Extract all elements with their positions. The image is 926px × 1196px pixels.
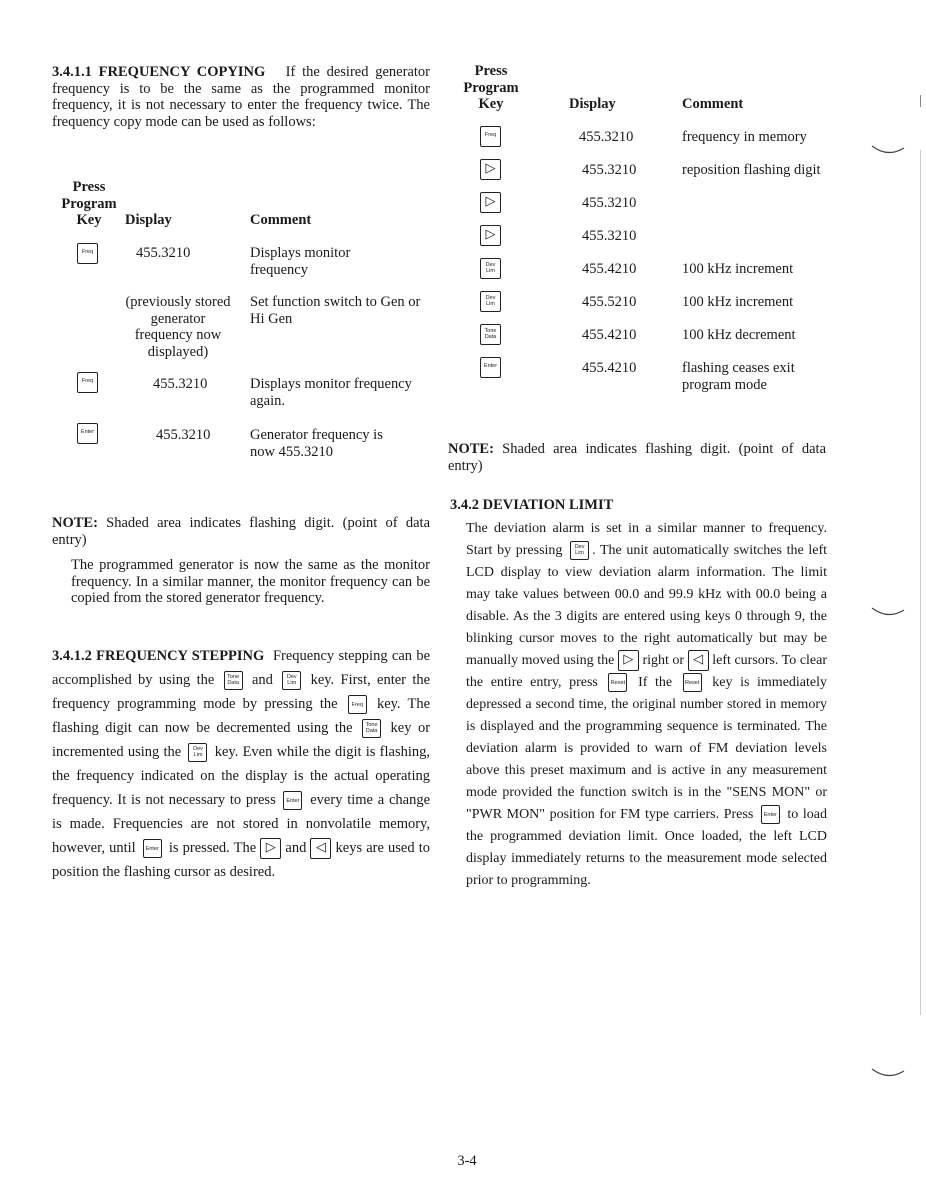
right-row-1-comment: frequency in memory (682, 129, 807, 145)
tone-data-key: Tone Data (224, 671, 243, 690)
left-row-1-display: 455.3210 (136, 245, 191, 261)
right-arrow-key-icon: ▷ (480, 225, 501, 246)
enter-key: Enter (143, 839, 162, 858)
enter-key: Enter (480, 357, 501, 378)
note-text: Shaded area indicates flashing digit. (point of data entry) (52, 515, 431, 548)
left-row-4-comment: Generator frequency is now 455.3210 (250, 427, 383, 460)
dev-lim-key: Dev Lim (480, 258, 501, 279)
section-342-heading: 3.4.2 DEVIATION LIMIT (450, 497, 614, 513)
dev-lim-key: Dev Lim (480, 291, 501, 312)
left-row-1-key (77, 243, 98, 264)
right-note (448, 441, 826, 474)
left-arrow-key-icon: ◁ (688, 650, 709, 671)
dev-lim-key: Dev Lim (188, 743, 207, 762)
right-table-header-key: Press Program Key (463, 63, 519, 112)
freq-key: Freq (77, 372, 98, 393)
section-3411-heading: 3.4.1.1 FREQUENCY COPYING (52, 64, 266, 80)
freq-key: Freq (77, 243, 98, 264)
left-row-4-display: 455.3210 (156, 427, 211, 443)
margin-curve-icon (870, 1063, 906, 1083)
section-3412: 3.4.1.2 FREQUENCY STEPPING Frequency stepping can be accomplished by using the Tone Data and Dev Lim key. First, enter the frequency programming mode by pressing the Freq key. The flashing digit can now be decremented using the Tone Data key or incremented using the Dev Lim key. Even while the digit is flashing, the frequency indicated on the display is the actual operating frequency. It is not necessary to press Enter every time a change is made. Frequencies are not stored in nonvolatile memory, however, until Enter is pressed. The ▷ and ◁ keys are used to position the flashing cursor as desired. (52, 648, 431, 880)
right-row-5-display: 455.4210 (582, 261, 637, 277)
copy-paragraph: The programmed generator is now the same as the monitor frequency. In a similar manner, the monitor frequency can be copied from the stored generator frequency. (71, 557, 430, 606)
right-row-2-key (480, 159, 501, 180)
right-row-7-display: 455.4210 (582, 327, 637, 343)
margin-line (920, 150, 921, 1015)
margin-line (920, 95, 921, 107)
tone-data-key: Tone Data (362, 719, 381, 738)
left-table-header-key: Press Program Key (61, 179, 117, 228)
right-table-header-display: Display (569, 96, 616, 112)
right-row-6-key (480, 291, 501, 312)
note-text: Shaded area indicates flashing digit. (point of data entry) (448, 441, 827, 474)
left-table-header-display: Display (125, 212, 172, 228)
section-342-body: The deviation alarm is set in a similar manner to frequency. Start by pressing Dev Lim . The unit automatically switches the left LCD display to view deviation alarm information. The limit may take values between 00.0 and 99.9 kHz with 00.0 being a disable. As the 3 digits are entered using keys 0 through 9, the blinking cursor moves to the right automatically but may be manually moved using the ▷ right or ◁ left cursors. To clear the entire entry, press Reset If the Reset key is immediately depressed a second time, the original number stored in memory is displayed and the programming sequence is terminated. The deviation alarm is provided to warn of FM deviation levels above this preset maximum and is active in any measurement mode provided the function switch is in the "SENS MON" or "PWR MON" position for FM type carriers. Press Enter to load the programmed deviation limit. Once loaded, the left LCD display immediately returns to the measurement mode selected prior to programming. (466, 521, 828, 888)
right-row-1-key (480, 126, 501, 147)
left-row-2-display: (previously stored generator frequency now displayed) (125, 294, 231, 360)
reset-key: Reset (608, 673, 627, 692)
page-number: 3-4 (457, 1153, 477, 1169)
right-arrow-key-icon: ▷ (480, 192, 501, 213)
left-arrow-key-icon: ◁ (310, 838, 331, 859)
enter-key: Enter (77, 423, 98, 444)
dev-lim-key: Dev Lim (282, 671, 301, 690)
right-table-header-comment: Comment (682, 96, 744, 112)
right-row-2-display: 455.3210 (582, 162, 637, 178)
note-label: NOTE: (448, 441, 494, 457)
right-row-7-comment: 100 kHz decrement (682, 327, 796, 343)
right-arrow-key-icon: ▷ (260, 838, 281, 859)
right-row-8-key (480, 357, 501, 378)
right-arrow-key-icon: ▷ (480, 159, 501, 180)
tone-data-key: Tone Data (480, 324, 501, 345)
enter-key: Enter (761, 805, 780, 824)
right-row-4-display: 455.3210 (582, 228, 637, 244)
left-note (52, 515, 430, 548)
left-row-2-comment: Set function switch to Gen or Hi Gen (250, 294, 421, 327)
left-row-1-comment: Displays monitor frequency (250, 245, 351, 278)
section-3411-body: If the desired generator frequency is to be the same as the programmed monitor frequency, it is not necessary to enter the frequency twice. The frequency copy mode can be used as follows: (52, 64, 430, 130)
right-row-5-comment: 100 kHz increment (682, 261, 794, 277)
section-3411 (52, 64, 430, 130)
margin-curve-icon (870, 602, 906, 622)
left-row-3-display: 455.3210 (153, 376, 208, 392)
right-row-5-key (480, 258, 501, 279)
left-row-3-comment: Displays monitor frequency again. (250, 376, 412, 409)
right-row-3-key (480, 192, 501, 213)
left-row-4-key (77, 423, 98, 444)
right-row-8-comment: flashing ceases exit program mode (682, 360, 795, 393)
right-row-7-key (480, 324, 501, 345)
reset-key: Reset (683, 673, 702, 692)
right-row-6-display: 455.5210 (582, 294, 637, 310)
right-row-3-display: 455.3210 (582, 195, 637, 211)
enter-key: Enter (283, 791, 302, 810)
left-table-header-comment: Comment (250, 212, 312, 228)
right-row-1-display: 455.3210 (579, 129, 634, 145)
right-row-8-display: 455.4210 (582, 360, 637, 376)
note-label: NOTE: (52, 515, 98, 531)
freq-key: Freq (348, 695, 367, 714)
dev-lim-key: Dev Lim (570, 541, 589, 560)
right-arrow-key-icon: ▷ (618, 650, 639, 671)
section-3412-heading: 3.4.1.2 FREQUENCY STEPPING (52, 648, 265, 664)
margin-curve-icon (870, 140, 906, 160)
right-row-4-key (480, 225, 501, 246)
left-row-3-key (77, 372, 98, 393)
right-row-2-comment: reposition flashing digit (682, 162, 821, 178)
freq-key: Freq (480, 126, 501, 147)
right-row-6-comment: 100 kHz increment (682, 294, 794, 310)
